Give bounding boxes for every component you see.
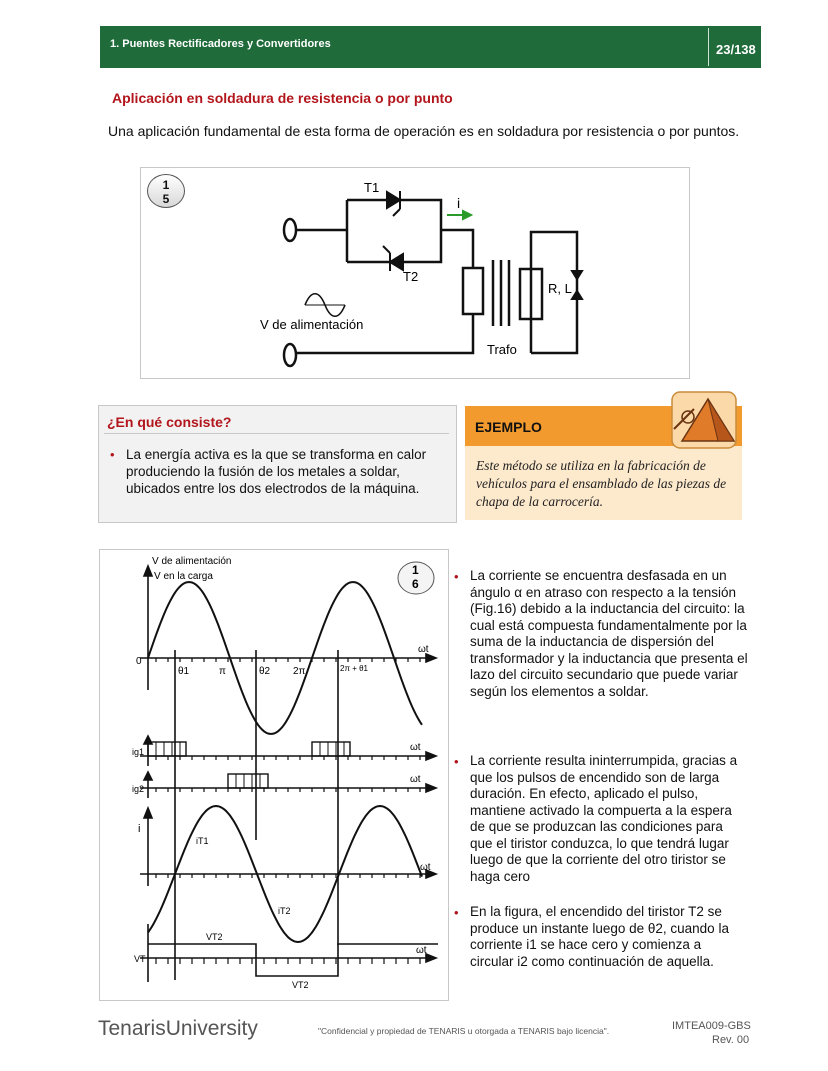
label-wt-3: ωt xyxy=(410,774,421,785)
header-divider xyxy=(708,28,709,66)
waveform-figure xyxy=(99,549,449,1001)
bullet-marker: • xyxy=(454,905,459,920)
label-ig2: ig2 xyxy=(132,784,145,794)
thyristor-t2 xyxy=(383,246,403,271)
current-arrow-icon xyxy=(447,211,471,219)
label-t2: T2 xyxy=(403,269,419,284)
label-vt2-top: VT2 xyxy=(206,932,223,942)
footer-brand-logo: TenarisUniversity xyxy=(98,1017,258,1040)
label-zero: 0 xyxy=(136,656,142,667)
label-current: i xyxy=(457,195,461,211)
bullet-text-2: La corriente resulta ininterrumpida, gracias a que los pulsos de encendido son de larga duración. En efecto, aplicado el pulso, mantiene activado la compuerta a la espera de que se produzcan las condiciones para que el tiristor conduzca, lo que tendrá lugar luego de que la corriente del otro tiristor se haga cero xyxy=(470,753,738,884)
circuit-figure xyxy=(140,167,690,379)
label-v-supply: V de alimentación xyxy=(152,556,232,567)
waveform-diagram xyxy=(100,550,448,1000)
terminal-bottom xyxy=(284,344,296,366)
label-theta2: θ2 xyxy=(259,666,271,677)
intro-paragraph: Una aplicación fundamental de esta forma de operación es en soldadura por resistencia o por puntos. xyxy=(108,123,740,139)
label-wt-1: ωt xyxy=(418,644,429,655)
footer-code: IMTEA009-GBS xyxy=(672,1020,751,1032)
bullet-marker: • xyxy=(454,569,459,584)
label-i: i xyxy=(138,823,141,835)
bullet-marker: • xyxy=(110,447,115,462)
header-title: 1. Puentes Rectificadores y Convertidores xyxy=(110,38,331,50)
label-v-load: V en la carga xyxy=(154,571,213,582)
circuit-diagram xyxy=(141,168,689,378)
label-supply: V de alimentación xyxy=(260,317,364,332)
badge-top: 1 xyxy=(412,563,419,577)
example-title: EJEMPLO xyxy=(475,419,542,435)
question-title: ¿En qué consiste? xyxy=(107,414,232,430)
label-trafo: Trafo xyxy=(487,342,517,357)
label-two-pi-theta1: 2π + θ1 xyxy=(340,664,368,673)
primary-winding xyxy=(463,268,483,314)
label-theta1: θ1 xyxy=(178,666,190,677)
load-arrows xyxy=(572,258,582,299)
terminal-top xyxy=(284,219,296,241)
badge-top: 1 xyxy=(162,178,170,192)
label-ig1: ig1 xyxy=(132,747,145,757)
ig2-pulse xyxy=(228,774,268,788)
label-two-pi: 2π xyxy=(293,666,306,677)
pyramid-icon xyxy=(664,389,744,451)
label-vt2-bottom: VT2 xyxy=(292,980,309,990)
section-title: Aplicación en soldadura de resistencia o por punto xyxy=(112,90,453,106)
label-wt-5: ωt xyxy=(416,945,427,956)
label-wt-4: ωt xyxy=(420,862,431,873)
label-wt-2: ωt xyxy=(410,742,421,753)
badge-bottom: 6 xyxy=(412,577,419,591)
label-vt: VT xyxy=(134,954,146,964)
badge-bottom: 5 xyxy=(162,192,170,206)
thyristor-t1 xyxy=(387,191,400,216)
label-it2: iT2 xyxy=(278,906,291,916)
page-number: 23/138 xyxy=(716,42,756,57)
question-bullet-text: La energía activa es la que se transforma en calor produciendo la fusión de los metales a soldar, ubicados entre los dos electrodos de la máquina. xyxy=(126,447,427,496)
pulse-hatching xyxy=(156,742,344,788)
label-it1: iT1 xyxy=(196,836,209,846)
bullet-text-3: En la figura, el encendido del tiristor T2 se produce un instante luego de θ2, cuando la corriente i1 se hace cero y comienza a circular i2 como continuación de aquella. xyxy=(470,904,729,969)
label-pi: π xyxy=(219,666,226,677)
footer-confidential: "Confidencial y propiedad de TENARIS u otorgada a TENARIS bajo licencia". xyxy=(318,1026,610,1036)
label-t1: T1 xyxy=(364,180,380,195)
footer-revision: Rev. 00 xyxy=(712,1034,750,1046)
bullet-text-1: La corriente se encuentra desfasada en un ángulo α en atraso con respecto a la tensión (Fig.16) debido a la inductancia del circuito: la cual está compuesta fundamentalmente por la suma de la inductancia de dispersión del transformador y la inductancia que presenta el lazo del circuito secundario que puede variar según los elementos a soldar. xyxy=(470,568,748,699)
label-rl: R, L xyxy=(548,281,572,296)
question-divider xyxy=(104,433,449,434)
bullet-marker: • xyxy=(454,754,459,769)
example-text: Este método se utiliza en la fabricación de vehículos para el ensamblado de las piezas de chapa de la carrocería. xyxy=(476,458,727,509)
